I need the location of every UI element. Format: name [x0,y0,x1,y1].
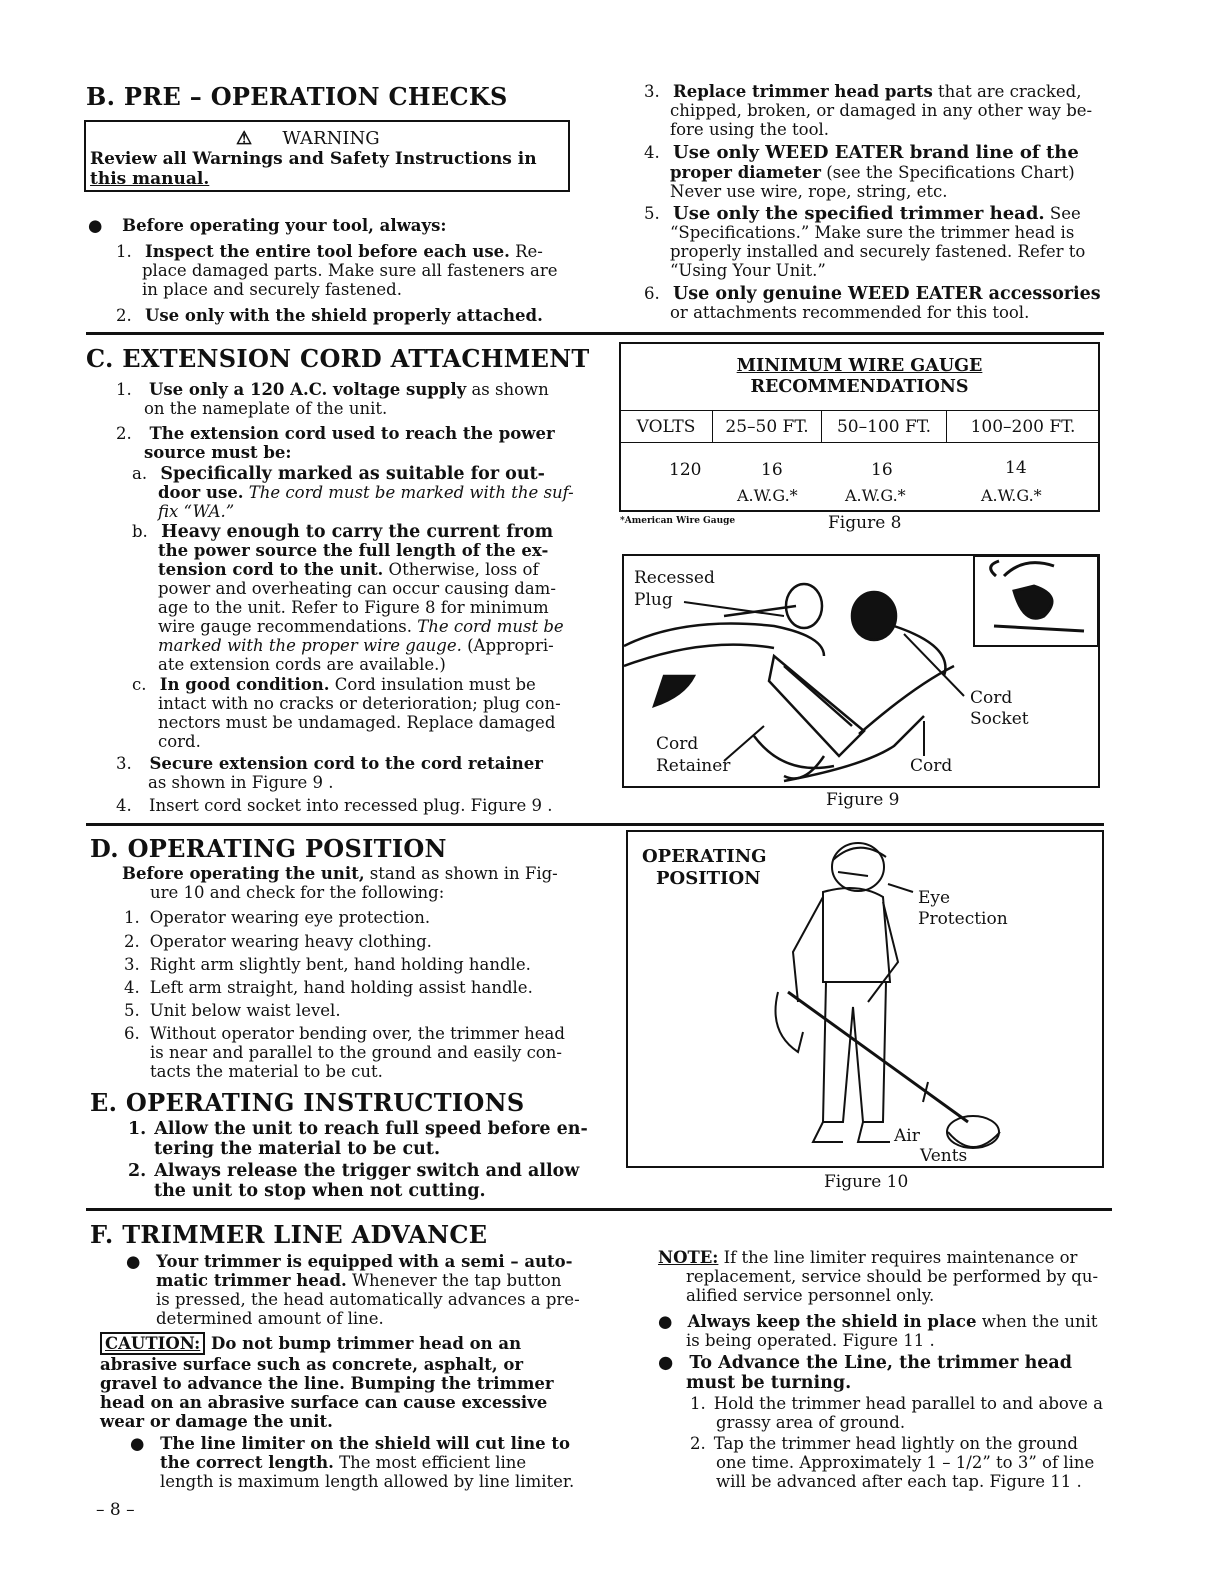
c-item-a: a. Specifically marked as suitable for out- [132,464,545,484]
label-plug: Plug [634,590,673,610]
warning-box [84,120,570,192]
bullet-icon: ● [658,1353,674,1373]
c-item-c-line-3: nectors must be undamaged. Replace damaged [158,713,556,732]
header-volts: VOLTS [620,411,713,443]
f-bullet-1-line-2: matic trimmer head. Whenever the tap button [156,1271,562,1290]
fig9-caption: Figure 9 [826,790,900,810]
awg-50-100: A.W.G.* [845,486,906,505]
fig8-caption: Figure 8 [828,513,902,533]
bullet-icon: ● [88,216,103,235]
b-item-5-line-2: “Specifications.” Make sure the trimmer head is [670,223,1075,242]
label-protection: Protection [918,909,1008,929]
c-item-b-line-4: power and overheating can occur causing dam- [158,579,556,598]
fig10-label-1: OPERATING [642,846,767,867]
section-b-title: B. PRE – OPERATION CHECKS [86,82,508,111]
f-right-bullet-1-line-2: is being operated. Figure 11 . [686,1331,935,1350]
divider-2 [86,823,1104,826]
f-caution-line-1: CAUTION: Do not bump trimmer head on an [100,1334,521,1353]
gauge-100-200: 14 [1005,458,1027,478]
c-item-2: 2. The extension cord used to reach the power [116,424,555,443]
awg-100-200: A.W.G.* [981,486,1042,505]
f-bullet-1: ● Your trimmer is equipped with a semi – auto- [126,1252,573,1271]
f-bullet-1-line-3: is pressed, the head automatically advances a pre- [156,1290,580,1309]
b-item-5-line-4: “Using Your Unit.” [670,261,826,280]
label-cord: Cord [910,756,953,776]
b-item-4: 4. Use only WEED EATER brand line of the [644,142,1079,163]
f-step-1: 1. Hold the trimmer head parallel to and above a [690,1394,1103,1413]
b-item-1-line-3: in place and securely fastened. [142,280,402,299]
d-item-4: 4. Left arm straight, hand holding assist handle. [124,978,533,997]
b-item-3-line-3: fore using the tool. [670,120,830,139]
d-lead: Before operating the unit, stand as shown in Fig- [122,864,558,883]
label-eye: Eye [918,888,951,908]
c-item-b-line-5: age to the unit. Refer to Figure 8 for minimum [158,598,549,617]
label-recessed: Recessed [634,568,715,588]
fig10-caption: Figure 10 [824,1172,909,1192]
f-note: NOTE: If the line limiter requires maintenance or [658,1248,1078,1267]
b-item-3-line-2: chipped, broken, or damaged in any other way be- [670,101,1093,120]
label-cord-socket-2: Socket [970,709,1029,729]
header-25-50: 25–50 FT. [713,411,822,443]
c-item-b-line-8: ate extension cords are available.) [158,655,446,674]
f-step-1-line-2: grassy area of ground. [716,1413,906,1432]
section-f-title: F. TRIMMER LINE ADVANCE [90,1220,488,1249]
c-item-2-line-2: source must be: [144,443,292,462]
warning-text-2: this manual. [90,169,210,189]
b-item-4-line-2: proper diameter (see the Specifications Chart) [670,163,1075,182]
c-item-b-line-7: marked with the proper wire gauge. (Appropri- [158,636,554,655]
f-right-bullet-2: ● To Advance the Line, the trimmer head [658,1353,1073,1373]
d-item-6: 6. Without operator bending over, the trimmer head [124,1024,565,1043]
gauge-50-100: 16 [871,460,893,480]
c-item-c-line-2: intact with no cracks or deterioration; plug con- [158,694,561,713]
b-lead: ● Before operating your tool, always: [88,216,447,235]
b-item-6-line-2: or attachments recommended for this tool. [670,303,1030,322]
c-item-a-line-3: fix “WA.” [158,502,235,521]
f-note-line-2: replacement, service should be performed by qu- [686,1267,1099,1286]
d-item-3: 3. Right arm slightly bent, hand holding handle. [124,955,531,974]
label-cord-retainer-1: Cord [656,734,699,754]
header-100-200: 100–200 FT. [947,411,1100,443]
warning-text-1: Review all Warnings and Safety Instructions in [90,149,537,169]
c-item-3-line-2: as shown in Figure 9 . [148,773,334,792]
d-item-2: 2. Operator wearing heavy clothing. [124,932,432,951]
c-item-b: b. Heavy enough to carry the current from [132,522,554,542]
volts-value: 120 [669,460,702,480]
b-item-5: 5. Use only the specified trimmer head. See [644,203,1081,224]
c-item-b-line-2: the power source the full length of the ex- [158,541,549,560]
c-item-c: c. In good condition. Cord insulation must be [132,675,536,694]
page-number: – 8 – [96,1500,135,1520]
figure-8-table [619,342,1100,512]
f-step-2-line-2: one time. Approximately 1 – 1/2” to 3” of line [716,1453,1095,1472]
f-caution-line-4: head on an abrasive surface can cause excessive [100,1393,548,1412]
c-item-c-line-4: cord. [158,732,201,751]
f-step-2: 2. Tap the trimmer head lightly on the ground [690,1434,1078,1453]
f-bullet-2-line-3: length is maximum length allowed by line limiter. [160,1472,575,1491]
d-lead-line-2: ure 10 and check for the following: [150,883,445,902]
f-right-bullet-1: ● Always keep the shield in place when the unit [658,1312,1098,1331]
f-right-bullet-2-line-2: must be turning. [686,1373,852,1393]
b-item-3: 3. Replace trimmer head parts that are cracked, [644,82,1082,101]
figure-10 [626,830,1104,1168]
f-caution-line-5: wear or damage the unit. [100,1412,333,1431]
warning-triangle-icon: ⚠ [236,128,253,149]
fig8-title: MINIMUM WIRE GAUGE RECOMMENDATIONS [736,356,983,397]
header-50-100: 50–100 FT. [822,411,947,443]
c-item-1: 1. Use only a 120 A.C. voltage supply as shown [116,380,549,399]
gauge-25-50: 16 [761,460,783,480]
f-bullet-1-line-4: determined amount of line. [156,1309,384,1328]
d-item-5: 5. Unit below waist level. [124,1001,341,1020]
bullet-icon: ● [130,1434,145,1453]
figure-9 [622,554,1100,788]
section-e-title: E. OPERATING INSTRUCTIONS [90,1088,525,1117]
b-item-2: 2. Use only with the shield properly attached. [116,306,543,325]
awg-25-50: A.W.G.* [737,486,798,505]
warning-header [236,128,380,149]
gauge-table [619,410,1100,443]
f-bullet-2-line-2: the correct length. The most efficient line [160,1453,527,1472]
f-note-line-3: alified service personnel only. [686,1286,935,1305]
label-air: Air [894,1126,920,1146]
f-caution-line-3: gravel to advance the line. Bumping the trimmer [100,1374,554,1393]
bullet-icon: ● [126,1252,141,1271]
e-item-2-line-2: the unit to stop when not cutting. [154,1181,486,1201]
divider-1 [86,332,1104,335]
c-item-b-line-6: wire gauge recommendations. The cord must be [158,617,564,636]
warning-title: WARNING [282,128,380,149]
c-item-4: 4. Insert cord socket into recessed plug. Figure 9 . [116,796,553,815]
caution-label: CAUTION: [100,1332,205,1355]
label-cord-socket-1: Cord [970,688,1013,708]
fig10-label-2: POSITION [656,868,761,889]
d-item-6-line-2: is near and parallel to the ground and easily con- [150,1043,562,1062]
e-item-2: 2. Always release the trigger switch and allow [128,1161,580,1181]
b-item-1-line-2: place damaged parts. Make sure all fasteners are [142,261,558,280]
label-vents: Vents [920,1146,968,1166]
c-item-a-line-2: door use. The cord must be marked with the suf- [158,483,574,502]
e-item-1-line-2: tering the material to be cut. [154,1139,441,1159]
fig8-footnote: *American Wire Gauge [620,516,736,526]
b-item-6: 6. Use only genuine WEED EATER accessories [644,284,1101,304]
bullet-icon: ● [658,1312,673,1331]
f-caution-line-2: abrasive surface such as concrete, asphalt, or [100,1355,524,1374]
d-item-6-line-3: tacts the material to be cut. [150,1062,383,1081]
c-item-b-line-3: tension cord to the unit. Otherwise, loss of [158,560,539,579]
c-item-1-line-2: on the nameplate of the unit. [144,399,388,418]
section-c-title: C. EXTENSION CORD ATTACHMENT [86,344,590,373]
b-item-1: 1. Inspect the entire tool before each use. Re- [116,242,543,261]
d-item-1: 1. Operator wearing eye protection. [124,908,431,927]
label-cord-retainer-2: Retainer [656,756,731,776]
divider-3 [86,1208,1112,1211]
b-item-5-line-3: properly installed and securely fastened. Refer to [670,242,1086,261]
section-d-title: D. OPERATING POSITION [90,834,447,863]
c-item-3: 3. Secure extension cord to the cord retainer [116,754,543,773]
e-item-1: 1. Allow the unit to reach full speed before en- [128,1119,588,1139]
note-label: NOTE: [658,1248,719,1267]
f-step-2-line-3: will be advanced after each tap. Figure 11 . [716,1472,1082,1491]
b-item-4-line-3: Never use wire, rope, string, etc. [670,182,948,201]
f-bullet-2: ● The line limiter on the shield will cut line to [130,1434,571,1453]
